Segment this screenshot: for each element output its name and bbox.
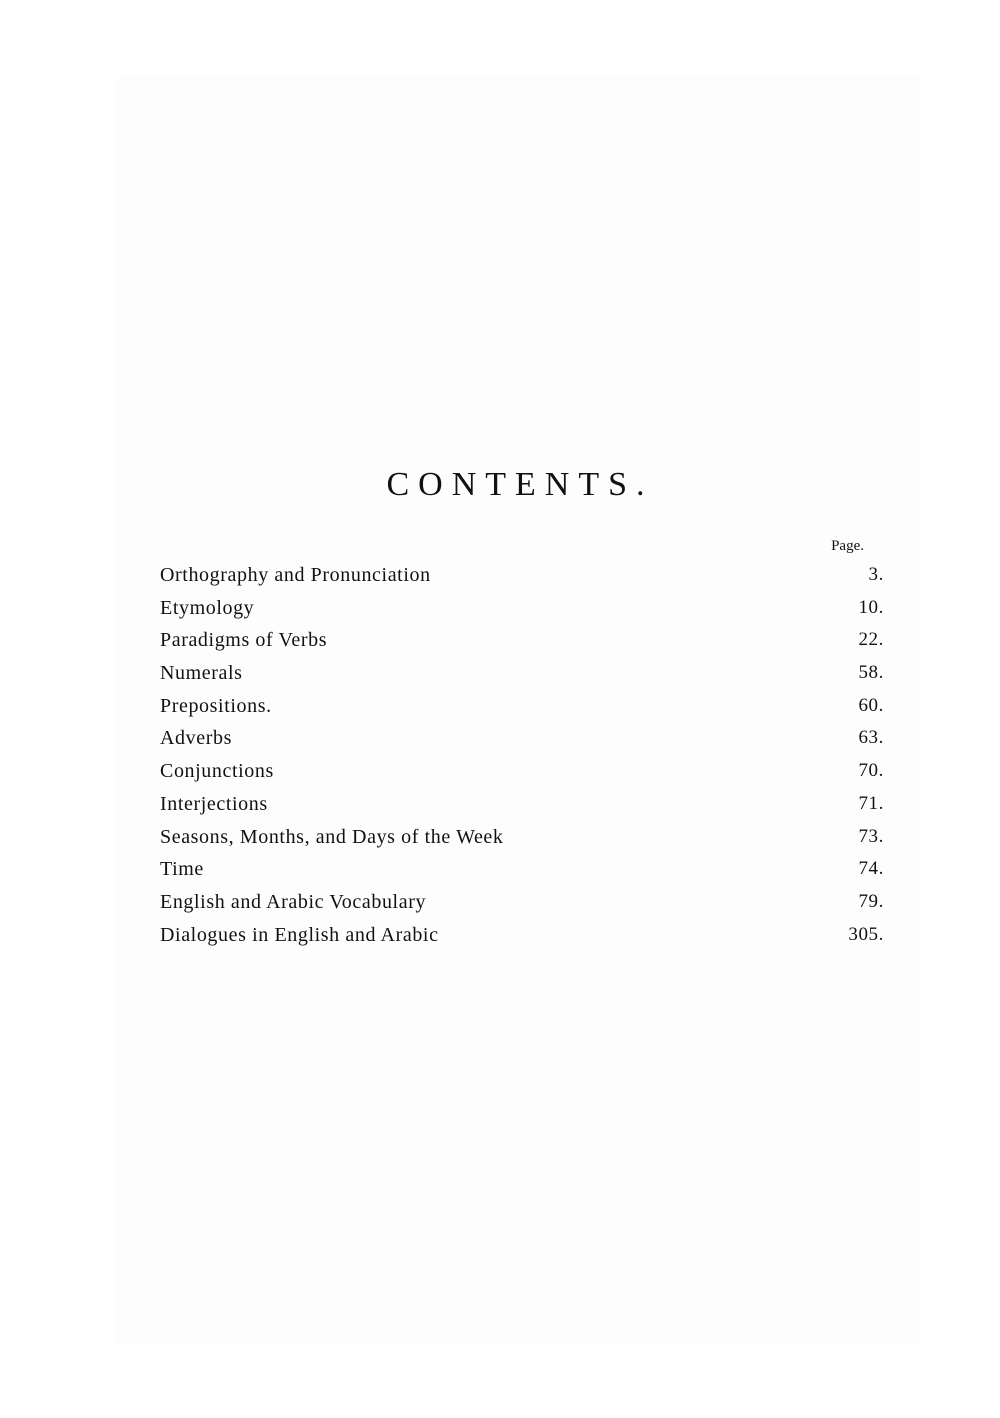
toc-entry (160, 821, 884, 854)
toc-entry-page: 60. (858, 694, 884, 716)
toc-entry (160, 788, 884, 821)
toc-entry-page: 73. (858, 825, 884, 847)
toc-entry (160, 592, 884, 625)
toc-entry-label: Prepositions. (160, 694, 272, 717)
toc-entry-page: 58. (858, 662, 884, 684)
toc-entry-page: 10. (858, 596, 884, 618)
page-column-header: Page. (831, 538, 864, 554)
toc-entry (160, 919, 884, 952)
toc-entry (160, 657, 884, 690)
toc-entry-page: 3. (868, 564, 884, 585)
toc-entry (160, 886, 884, 919)
toc-entry-label: Interjections (160, 792, 268, 815)
toc-entry (160, 624, 884, 657)
toc-entry (160, 559, 884, 592)
toc-entry-label: Conjunctions (160, 760, 274, 783)
toc-entry-page: 70. (858, 760, 884, 782)
toc-entry-page: 63. (858, 727, 884, 749)
toc-entry-label: English and Arabic Vocabulary (160, 890, 427, 913)
toc-entry-page: 22. (858, 629, 884, 651)
toc-entry-label: Dialogues in English and Arabic (160, 923, 439, 946)
toc-entry-label: Numerals (160, 662, 243, 685)
toc-entry (160, 755, 884, 788)
toc-entry-label: Orthography and Pronunciation (160, 564, 431, 586)
toc-entry-label: Time (160, 858, 204, 881)
toc-entry (160, 722, 884, 755)
page-title: CONTENTS. (386, 466, 654, 503)
toc-entry-page: 79. (858, 890, 884, 912)
toc-entry-label: Etymology (160, 596, 255, 619)
toc-entry-label: Adverbs (160, 727, 232, 750)
table-of-contents (160, 559, 884, 951)
toc-entry (160, 690, 884, 723)
toc-entry-page: 71. (858, 792, 884, 814)
toc-entry-page: 305. (848, 923, 884, 945)
toc-entry-label: Paradigms of Verbs (160, 629, 328, 652)
toc-entry-label: Seasons, Months, and Days of the Week (160, 825, 504, 848)
toc-entry-page: 74. (858, 858, 884, 880)
toc-entry (160, 853, 884, 886)
